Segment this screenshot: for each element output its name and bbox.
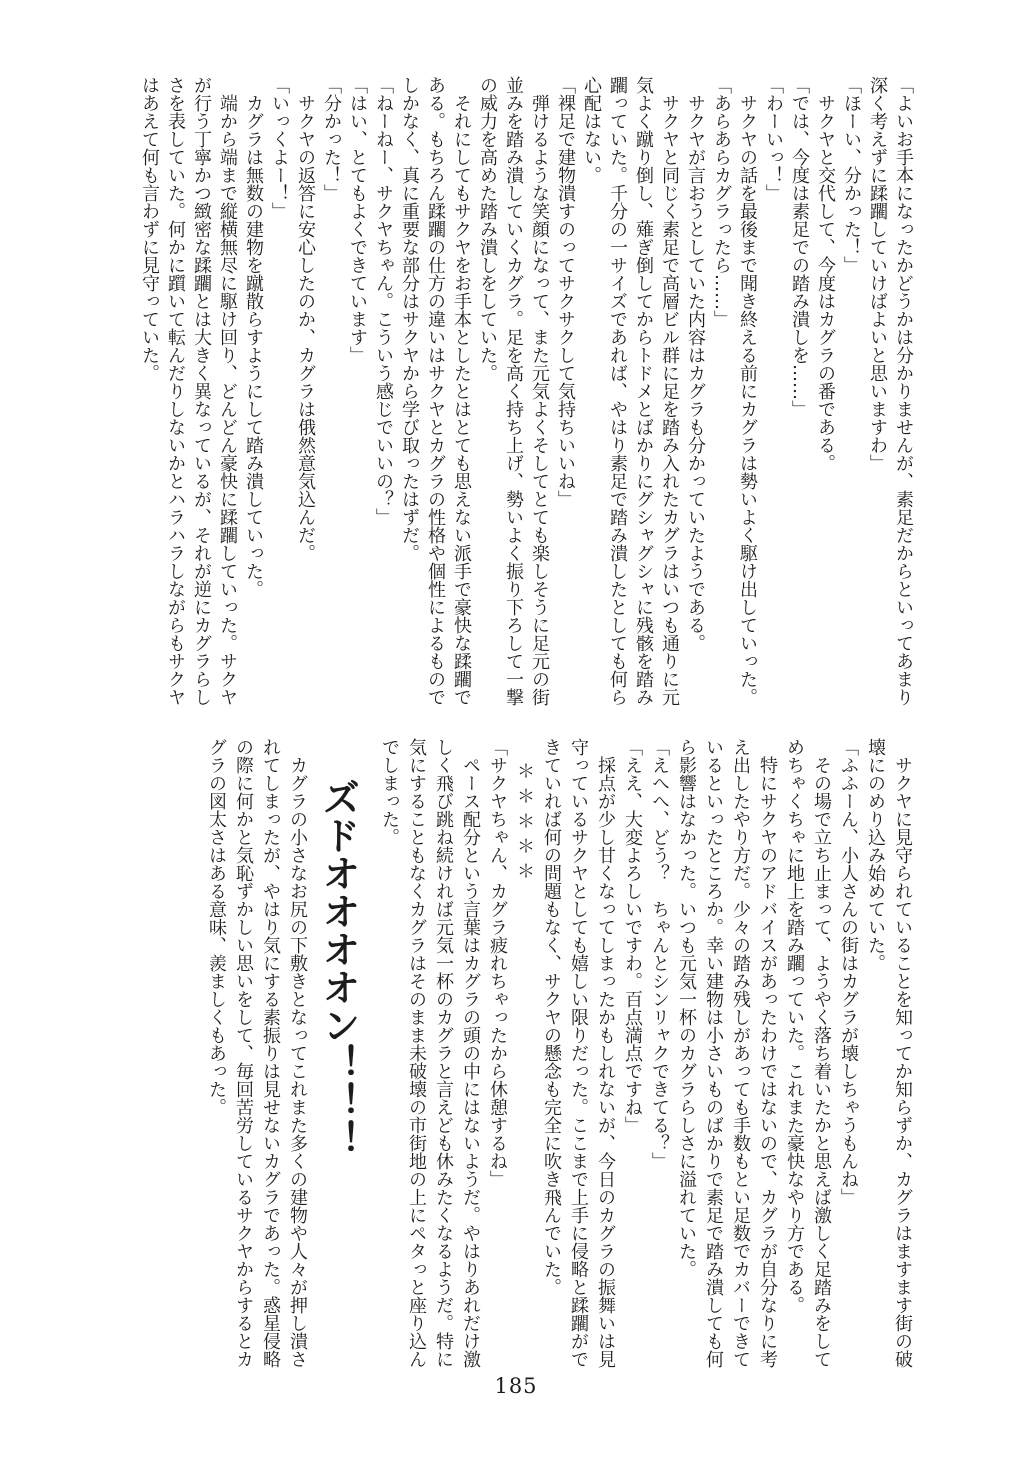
text-line: しく飛び跳ね続ければ元気一杯のカグラと言えども休みたくなるようだ。特に (433, 738, 454, 1368)
text-line: 「ふふーん、小人さんの街はカグラが壊しちゃうもんね」 (838, 738, 859, 1206)
text-line: 壊にのめり込み始めていた。 (865, 738, 886, 972)
text-line: 「裸足で建物潰すのってサクサクして気持ちいいね」 (555, 76, 576, 508)
text-line: 採点が少し甘くなってしまったかもしれないが、今日のカグラの振舞いは見 (595, 738, 616, 1368)
text-line: 深く考えずに蹂躙していけばよいと思いますわ」 (867, 76, 888, 472)
text-line: 「ええ、大変よろしいですわ。百点満点ですね」 (622, 738, 643, 1134)
text-line: 並みを踏み潰していくカグラ。足を高く持ち上げ、勢いよく振り下ろして一撃 (503, 76, 524, 706)
text-line: ある。もちろん蹂躙の仕方の違いはサクヤとカグラの性格や個性によるもので (425, 76, 446, 706)
text-line: 「サクヤちゃん、カグラ疲れちゃったから休憩するね」 (487, 738, 508, 1188)
text-line: 「あらあらカグラったら……」 (711, 76, 732, 328)
text-line: きていれば何の問題もなく、サクヤの懸念も完全に吹き飛んでいた。 (541, 738, 562, 1296)
text-line: 心配はない。 (581, 76, 602, 184)
text-line: の威力を高めた踏み潰しをしていた。 (477, 76, 498, 382)
text-line: サクヤが言おうとしていた内容はカグラも分かっていたようである。 (685, 76, 706, 652)
sfx-text-line: ズドオオオオン！！！ (316, 778, 361, 1158)
text-line: 「分かった！」 (321, 76, 342, 202)
text-line: ペース配分という言葉はカグラの頭の中にはないようだ。やはりあれだけ激 (460, 738, 481, 1368)
text-line: 気よく蹴り倒し、薙ぎ倒してからトドメとばかりにグシャグシャに残骸を踏み (633, 76, 654, 706)
text-block-bottom (203, 738, 916, 1378)
text-line: れてしまったが、やはり気にする素振りは見せないカグラであった。惑星侵略 (260, 738, 281, 1368)
text-line: めちゃくちゃに地上を踏み躙っていた。これまた豪快なやり方である。 (784, 738, 805, 1314)
text-line: 「ねーねー、サクヤちゃん。こういう感じでいいの？」 (373, 76, 394, 526)
text-line: 「わーいっ！」 (763, 76, 784, 202)
text-line: 「えへへ、どう？ ちゃんとシンリャクできてる？」 (649, 738, 670, 1170)
text-line: カグラは無数の建物を蹴散らすようにして踏み潰していった。 (243, 76, 264, 598)
text-line: いるといったところか。幸い建物は小さいものばかりで素足で踏み潰しても何 (703, 738, 724, 1368)
text-line: え出したやり方だ。少々の踏み残しがあっても手数もとい足数でカバーできて (730, 738, 751, 1368)
text-line: しかなく、真に重要な部分はサクヤから学び取ったはずだ。 (399, 76, 420, 562)
text-line: グラの図太さはある意味、羨ましくもあった。 (206, 738, 227, 1116)
text-line: サクヤと同じく素足で高層ビル群に足を踏み入れたカグラはいつも通りに元 (659, 76, 680, 706)
text-line: 気にすることもなくカグラはそのまま未破壊の市街地の上にペタっと座り込ん (406, 738, 427, 1368)
text-line: 「では、今度は素足での踏み潰しを……」 (789, 76, 810, 418)
text-line: 守っているサクヤとしても嬉しい限りだった。ここまで上手に侵略と蹂躙がで (568, 738, 589, 1368)
text-line: さを表していた。何かに躓いて転んだりしないかとハラハラしながらもサクヤ (165, 76, 186, 706)
text-block-top (136, 76, 916, 716)
text-line: 「よいお手本になったかどうかは分かりませんが、素足だからといってあまり (893, 76, 914, 706)
text-line: サクヤに見守られていることを知ってか知らずか、カグラはますます街の破 (892, 738, 913, 1368)
text-line: サクヤの話を最後まで聞き終える前にカグラは勢いよく駆け出していった。 (737, 76, 758, 706)
text-line: 「はい、とてもよくできています」 (347, 76, 368, 364)
page-number: 185 (494, 1374, 538, 1398)
text-line: 特にサクヤのアドバイスがあったわけではないので、カグラが自分なりに考 (757, 738, 778, 1368)
text-line: ら影響はなかった。いつも元気一杯のカグラらしさに溢れていた。 (676, 738, 697, 1278)
text-line: 端から端まで縦横無尽に駆け回り、どんどん豪快に蹂躙していった。サクヤ (217, 76, 238, 706)
text-line: 弾けるような笑顔になって、また元気よくそしてとても楽しそうに足元の街 (529, 76, 550, 706)
text-line: 「いっくよー！」 (269, 76, 290, 220)
text-line: 躙っていた。千分の一サイズであれば、やはり素足で踏み潰したとしても何ら (607, 76, 628, 706)
text-line: それにしてもサクヤをお手本としたとはとても思えない派手で豪快な蹂躙で (451, 76, 472, 706)
text-line: 「ほーい、分かった！」 (841, 76, 862, 274)
text-line: はあえて何も言わずに見守っていた。 (139, 76, 160, 382)
text-line: サクヤと交代して、今度はカグラの番である。 (815, 76, 836, 472)
text-line: でしまった。 (379, 738, 400, 846)
text-line: カグラの小さなお尻の下敷きとなってこれまた多くの建物や人々が押し潰さ (287, 738, 308, 1368)
scene-break-line: ＊＊＊＊＊ (514, 762, 535, 887)
text-line: の際に何かと気恥ずかしい思いをして、毎回苦労しているサクヤからするとカ (233, 738, 254, 1368)
text-line: その場で立ち止まって、ようやく落ち着いたかと思えば激しく足踏みをして (811, 738, 832, 1368)
text-line: サクヤの返答に安心したのか、カグラは俄然意気込んだ。 (295, 76, 316, 562)
text-line: が行う丁寧かつ緻密な蹂躙とは大きく異なっているが、それが逆にカグラらし (191, 76, 212, 706)
